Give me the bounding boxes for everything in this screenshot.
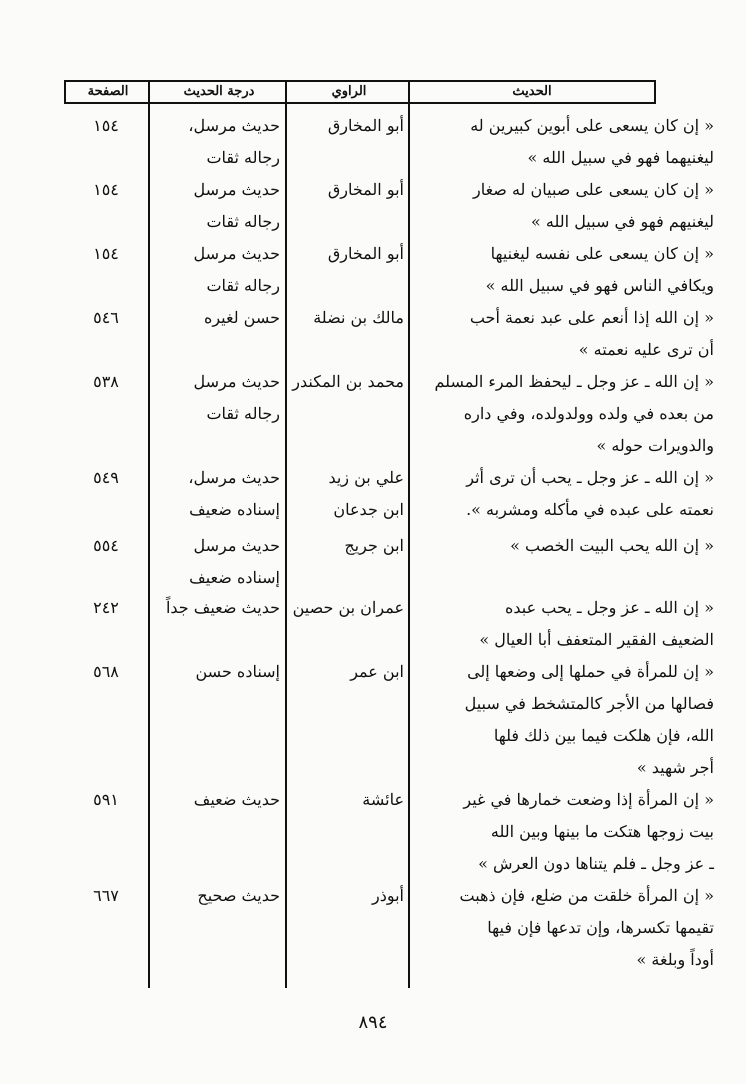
hadith-text: « إن المرأة خلقت من ضلع، فإن ذهبت تقيمها تكسرها، وإن تدعها فإن فيها أوداً وبلغة » (459, 886, 714, 969)
hadith-text: « إن كان يسعى على نفسه ليغنيها ويكافي الناس فهو في سبيل الله » (485, 244, 714, 295)
hadith-text: « إن الله يحب البيت الخصب » (510, 536, 714, 555)
hadith-grade: حديث ضعيف (193, 790, 280, 809)
narrator: محمد بن المكندر (292, 372, 404, 391)
page-reference: ١٥٤ (93, 244, 119, 263)
hadith-grade: حديث مرسل إسناده ضعيف (189, 536, 280, 587)
page-reference: ١٥٤ (93, 116, 119, 135)
hadith-text: « إن المرأة إذا وضعت خمارها في غير بيت زوجها هتكت ما بينها وبين الله ـ عز وجل ـ فلم يتناها دون العرش » (463, 790, 714, 873)
hadith-text: « إن الله إذا أنعم على عبد نعمة أحب أن ترى عليه نعمته » (469, 308, 714, 359)
narrator: ابن عمر (350, 662, 404, 681)
narrator: عائشة (362, 790, 404, 809)
narrator: أبو المخارق (327, 244, 404, 263)
narrator: أبو المخارق (327, 116, 404, 135)
table-header (64, 80, 656, 104)
hadith-grade: حديث مرسل رجاله ثقات (193, 180, 280, 231)
narrator: أبوذر (371, 886, 404, 905)
hadith-grade: حديث مرسل، إسناده ضعيف (188, 468, 280, 519)
hadith-grade: حديث ضعيف جداً (165, 598, 280, 617)
page-reference: ٥٩١ (93, 790, 119, 809)
narrator: علي بن زيد ابن جدعان (328, 468, 404, 519)
hadith-text: « إن كان يسعى على أبوين كبيرين له ليغنيهما فهو في سبيل الله » (470, 116, 714, 167)
hadith-text: « إن الله ـ عز وجل ـ يحب أن ترى أثر نعمته على عبده في مأكله ومشربه ». (466, 468, 714, 519)
page-number: ٨٩٤ (358, 1012, 388, 1033)
narrator: أبو المخارق (327, 180, 404, 199)
page-reference: ٥٣٨ (93, 372, 119, 391)
column-divider-grade (148, 80, 150, 988)
hadith-text: « إن للمرأة في حملها إلى وضعها إلى فصالها من الأجر كالمتشخط في سبيل الله، فإن هلكت فيما بين ذلك فلها أجر شهيد » (464, 662, 714, 777)
header-grade: درجة الحديث (183, 84, 255, 99)
page-reference: ١٥٤ (93, 180, 119, 199)
page-reference: ٥٥٤ (93, 536, 119, 555)
hadith-grade: إسناده حسن (195, 662, 280, 681)
page-reference: ٥٤٩ (93, 468, 119, 487)
page-reference: ٥٤٦ (93, 308, 119, 327)
narrator: عمران بن حصين (292, 598, 404, 617)
header-narrator: الراوي (331, 84, 367, 99)
hadith-grade: حسن لغيره (203, 308, 280, 327)
hadith-grade: حديث مرسل رجاله ثقات (193, 244, 280, 295)
hadith-text: « إن الله ـ عز وجل ـ يحب عبده الضعيف الفقير المتعفف أبا العيال » (479, 598, 714, 649)
narrator: مالك بن نضلة (313, 308, 404, 327)
page-reference: ٦٦٧ (93, 886, 119, 905)
hadith-text: « إن الله ـ عز وجل ـ ليحفظ المرء المسلم من بعده في ولده وولدولده، وفي داره والدويرات حوله » (434, 372, 714, 455)
page-reference: ٥٦٨ (93, 662, 119, 681)
header-hadith: الحديث (512, 84, 552, 99)
hadith-grade: حديث مرسل رجاله ثقات (193, 372, 280, 423)
hadith-text: « إن كان يسعى على صبيان له صغار ليغنيهم فهو في سبيل الله » (472, 180, 714, 231)
narrator: ابن جريج (344, 536, 404, 555)
hadith-grade: حديث صحيح (197, 886, 280, 905)
page-reference: ٢٤٢ (93, 598, 119, 617)
header-page: الصفحة (87, 84, 129, 99)
hadith-grade: حديث مرسل، رجاله ثقات (188, 116, 280, 167)
